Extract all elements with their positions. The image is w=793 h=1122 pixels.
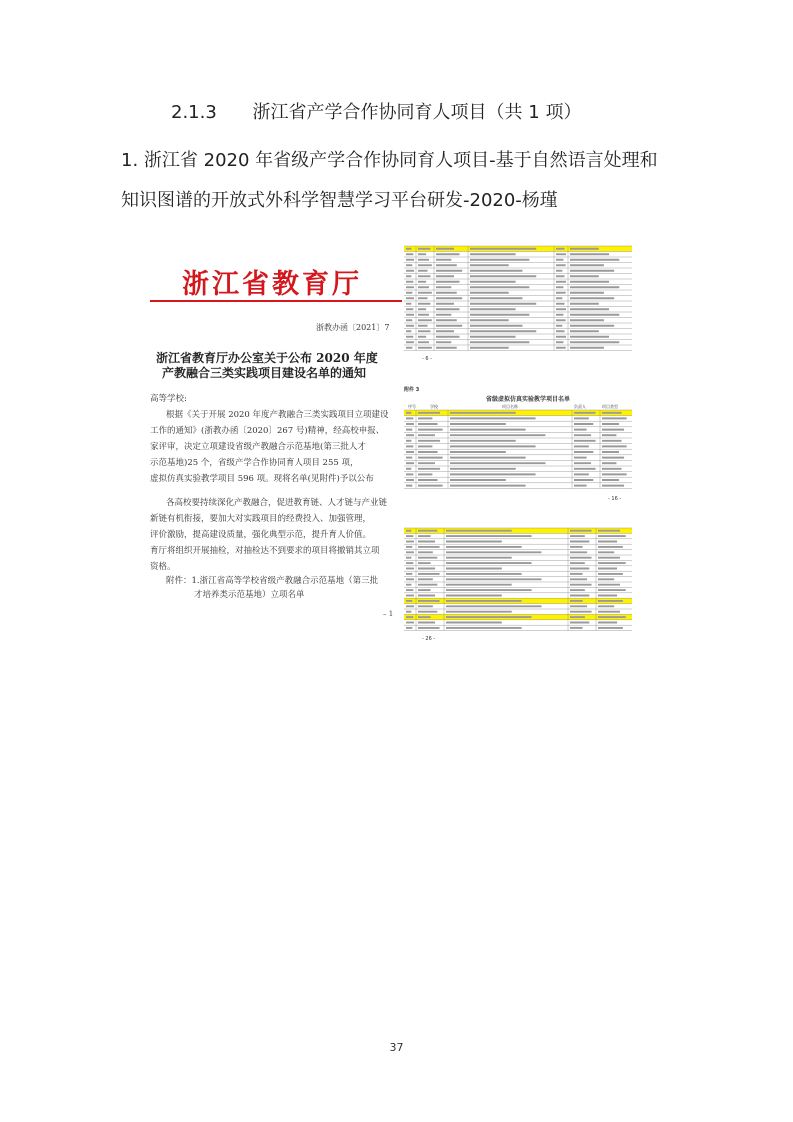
notice-document-image <box>150 246 406 626</box>
notice-body-line: 高等学校: <box>150 394 187 404</box>
item-title-line-2: 知识图谱的开放式外科学智慧学习平台研发-2020-杨瑾 <box>121 190 558 211</box>
highlighted-row <box>404 528 632 533</box>
red-divider <box>150 300 406 302</box>
section-title: 浙江省产学合作协同育人项目（共 1 项） <box>252 102 582 123</box>
table-header-no: 序号 <box>408 404 416 409</box>
attachment-line-1: 附件：1.浙江省高等学校省级产教融合示范基地（第三批 <box>166 576 379 586</box>
item-title-line-1: 1. 浙江省 2020 年省级产学合作协同育人项目-基于自然语言处理和 <box>121 150 658 171</box>
table-header-leader: 负责人 <box>574 404 586 409</box>
notice-page-mark: – 1 <box>383 610 394 618</box>
notice-body-line: 家评审，决定立项建设省级产教融合示范基地(第三批人才 <box>150 442 366 452</box>
attachment-label: 附件 3 <box>404 387 420 393</box>
department-name: 浙江省教育厅 <box>182 269 362 300</box>
table-page-mark: - 26 - <box>422 636 436 642</box>
notice-body-line: 育厅将组织开展抽检，对抽检达不到要求的项目将撤销其立项 <box>150 546 380 556</box>
notice-body-line: 示范基地)25 个，省级产学合作协同育人项目 255 项， <box>150 458 359 468</box>
notice-title-line-2: 产教融合三类实践项目建设名单的通知 <box>162 366 367 380</box>
notice-body-line: 新链有机衔接，要加大对实践项目的经费投入、加强管理， <box>150 514 372 524</box>
notice-body-line: 各高校要持续深化产教融合，促进教育链、人才链与产业链 <box>166 498 388 508</box>
project-table-image-1 <box>402 244 634 372</box>
attachment-title: 省级虚拟仿真实验教学项目名单 <box>486 396 571 403</box>
notice-body-line: 评价激励，提高建设质量，强化典型示范，提升育人价值。 <box>150 530 372 540</box>
project-table-image-3 <box>402 524 634 646</box>
attachment-line-2: 才培养类示范基地）立项名单 <box>194 590 305 600</box>
table-header-type: 项目类型 <box>602 404 618 409</box>
table-header-school: 学校 <box>430 404 438 409</box>
table-page-mark: - 16 - <box>608 496 622 502</box>
notice-body-line: 工作的通知》(浙教办函〔2020〕267 号)精神，经高校申报、 <box>150 426 385 436</box>
notice-body-line: 资格。 <box>150 562 176 572</box>
page-number: 37 <box>389 1041 404 1054</box>
table-page-mark: - 6 - <box>422 356 432 362</box>
document-number: 浙教办函〔2021〕7 <box>316 323 390 332</box>
notice-title-line-1: 浙江省教育厅办公室关于公布 2020 年度 <box>156 351 378 365</box>
notice-body-line: 根据《关于开展 2020 年度产教融合三类实践项目立项建设 <box>166 410 389 420</box>
section-number: 2.1.3 <box>171 102 217 123</box>
project-table-image-2 <box>402 384 634 504</box>
section-heading <box>171 98 581 124</box>
notice-body-line: 虚拟仿真实验教学项目 596 项。现将名单(见附件)予以公布 <box>150 474 374 484</box>
table-header-project: 项目名称 <box>502 404 518 409</box>
